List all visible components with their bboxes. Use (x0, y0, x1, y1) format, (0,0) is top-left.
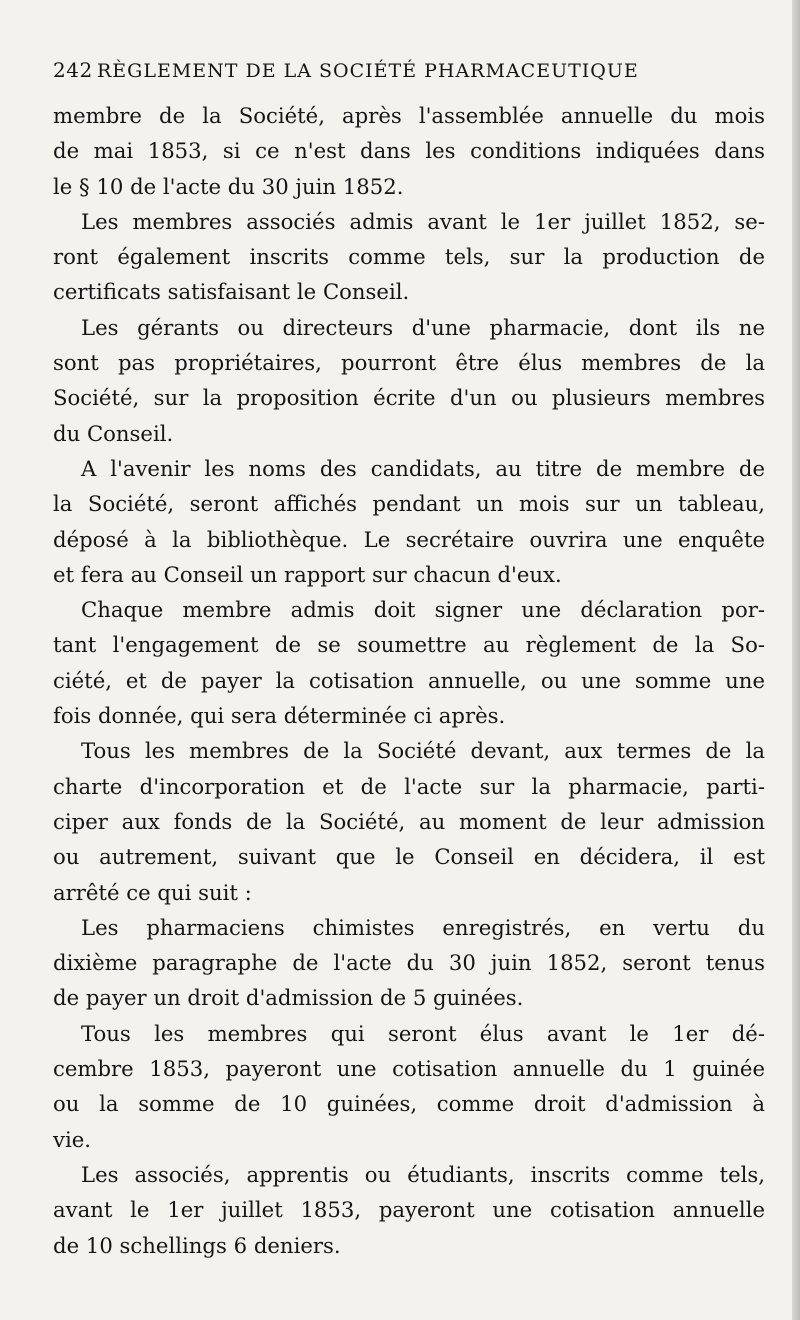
paragraph (53, 592, 765, 733)
paragraph (53, 1157, 765, 1263)
text-line: de mai 1853, si ce n'est dans les conditions indiquées dans (53, 138, 765, 164)
paragraph (53, 910, 765, 1016)
text-line: déposé à la bibliothèque. Le secrétaire ouvrira une enquête (53, 526, 765, 552)
scan-edge (792, 0, 800, 1320)
paragraph (53, 733, 765, 909)
text-line: charte d'incorporation et de l'acte sur la pharmacie, parti- (53, 773, 765, 799)
text-line: de payer un droit d'admission de 5 guinées. (53, 985, 524, 1011)
text-line: avant le 1er juillet 1853, payeront une cotisation annuelle (53, 1197, 765, 1223)
text-line: et fera au Conseil un rapport sur chacun d'eux. (53, 561, 562, 587)
text-line: le § 10 de l'acte du 30 juin 1852. (53, 173, 404, 199)
text-line: ciper aux fonds de la Société, au moment de leur admission (53, 808, 765, 834)
text-line: tant l'engagement de se soumettre au règlement de la So- (53, 632, 765, 658)
text-line: A l'avenir les noms des candidats, au titre de membre de (81, 455, 765, 481)
text-line: dixième paragraphe de l'acte du 30 juin 1852, seront tenus (53, 950, 765, 976)
text-line: de 10 schellings 6 deniers. (53, 1232, 341, 1258)
text-line: Les gérants ou directeurs d'une pharmacie, dont ils ne (81, 314, 765, 340)
text-line: ront également inscrits comme tels, sur la production de (53, 244, 765, 270)
text-line: arrêté ce qui suit : (53, 879, 252, 905)
body-text (53, 98, 765, 1263)
text-line: Les membres associés admis avant le 1er juillet 1852, se- (81, 208, 765, 234)
text-line: vie. (53, 1126, 92, 1152)
book-page (53, 58, 765, 1263)
text-line: certificats satisfaisant le Conseil. (53, 279, 410, 305)
text-line: Société, sur la proposition écrite d'un ou plusieurs membres (53, 385, 765, 411)
page-header (53, 58, 765, 98)
text-line: fois donnée, qui sera déterminée ci après. (53, 703, 506, 729)
paragraph (53, 1016, 765, 1157)
text-line: Les associés, apprentis ou étudiants, inscrits comme tels, (81, 1161, 765, 1187)
paragraph (53, 310, 765, 451)
text-line: membre de la Société, après l'assemblée annuelle du mois (53, 103, 765, 128)
paragraph (53, 451, 765, 592)
text-line: Tous les membres de la Société devant, aux termes de la (81, 738, 765, 764)
text-line: Chaque membre admis doit signer une déclaration por- (81, 597, 765, 623)
page-number: 242 (53, 58, 93, 82)
text-line: ciété, et de payer la cotisation annuelle, ou une somme une (53, 667, 765, 693)
paragraph (53, 204, 765, 310)
text-line: la Société, seront affichés pendant un mois sur un tableau, (53, 491, 765, 517)
text-line: ou autrement, suivant que le Conseil en décidera, il est (53, 844, 765, 870)
text-line: Tous les membres qui seront élus avant le 1er dé- (81, 1020, 765, 1046)
paragraph (53, 98, 765, 204)
running-head: RÈGLEMENT DE LA SOCIÉTÉ PHARMACEUTIQUE (97, 60, 639, 82)
text-line: Les pharmaciens chimistes enregistrés, en vertu du (81, 914, 765, 940)
text-line: du Conseil. (53, 420, 174, 446)
text-line: sont pas propriétaires, pourront être élus membres de la (53, 350, 765, 376)
text-line: cembre 1853, payeront une cotisation annuelle du 1 guinée (53, 1056, 765, 1082)
text-line: ou la somme de 10 guinées, comme droit d'admission à (53, 1091, 765, 1117)
